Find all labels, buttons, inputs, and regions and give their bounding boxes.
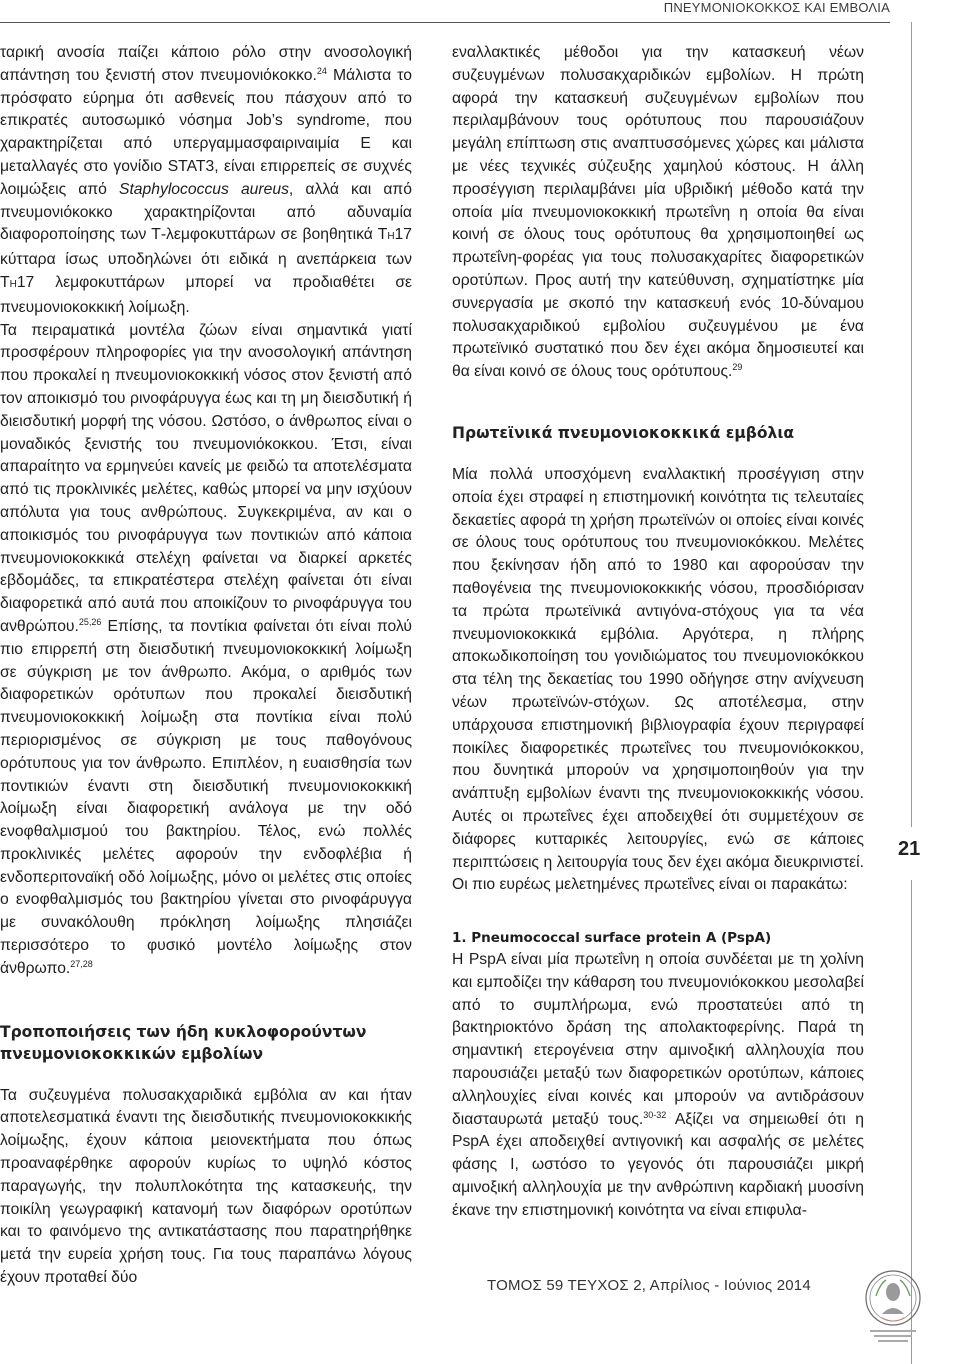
section-heading-protein-vaccines: Πρωτεϊνικά πνευμονιοκοκκικά εμβόλια (452, 423, 795, 442)
section-heading-modifications: Τροποποιήσεις των ήδη κυκλοφορούντων πνευμονιοκοκκικών εμβολίων (0, 1022, 367, 1063)
left-paragraph-2: Τα πειραματικά μοντέλα ζώων είναι σημαντικά γιατί προσφέρουν πληροφορίες για την ανοσολογική απάντηση που προκαλεί η πνευμονιοκοκκική νόσος στον ξενιστή από τον αποικισμό του ρινοφάρυγγα έως και τη μη διεισδυτική ή διεισδυτική μορφή της νόσου. Ωστόσο, ο άνθρωπος είναι ο μοναδικός ξενιστής του πνευμονιόκοκκου. Έτσι, είναι απαραίτητο να ερμηνεύει κανείς με φειδώ τα αποτελέσματα από τις προκλινικές μελέτες, καθώς μπορεί να μην ισχύουν απόλυτα για τους ανθρώπους. Συγκεκριμένα, αν και ο αποικισμός του ρινοφάρυγγα των ποντικιών από κάποια πνευμονιοκοκκικά στελέχη φαίνεται να διαρκεί αρκετές εβδομάδες, τα επικρατέστερα στελέχη φαίνεται ότι είναι διαφορετικά από αυτά που αποικίζουν το ρινοφάρυγγα του ανθρώπου.$^{25,26}$ Επίσης, τα ποντίκια φαίνεται ότι είναι πολύ πιο επιρρεπή στη διεισδυτική πνευμονιοκοκκική λοίμωξη σε σύγκριση με τον άνθρωπο. Ακόμα, ο αριθμός των διαφορετικών ορότυπων που προκαλεί διεισδυτική πνευμονιοκοκκική λοίμωξη στα ποντίκια είναι πολύ περιορισμένος σε σύγκριση με τους παθογόνους ορότυπους για τον άνθρωπο. Επιπλέον, η ευαισθησία των ποντικιών έναντι στη διεισδυτική πνευμονιοκοκκική λοίμωξη είναι διαφορετική ανάλογα με την οδό ενοφθαλμισμού του βακτηρίου. Τέλος, ενώ πολλές προκλινικές μελέτες αφορούν την ενδοφλέβια ή ενδοπεριτοναϊκή οδό λοίμωξης, μόνο οι μελέτες στις οποίες ο ενοφθαλμισμός του βακτηρίου γίνεται στο ρινοφάρυγγα με συνακόλουθη πρόκληση λοίμωξης πλησιάζει περισσότερο το φυσικό μοντέλο λοίμωξης στον άνθρωπο.$^{27,28}$ (0, 321, 412, 977)
subsection-heading-pspa: 1. Pneumococcal surface protein A (PspA) (452, 930, 772, 947)
header-rule (0, 22, 890, 23)
right-paragraph-1: εναλλακτικές μέθοδοι για την κατασκευή νέων συζευγμένων πολυσακχαριδικών εμβολίων. Η πρώτη αφορά την κατασκευή συζευγμένων εμβολίων που περιλαμβάνουν τους ορότυπους που παρουσιάζουν μεγάλη επίπτωση στις αναπτυσσόμενες χώρες και μάλιστα με νέες τεχνικές σύζευξης χαμηλού κόστους. Η άλλη προσέγγιση περιλαμβάνει μία υβριδική μέθοδο κατά την οποία μία πνευμονιοκοκκική πρωτεΐνη η οποία θα είναι κοινή σε όλους τους ορότυπους θα χρησιμοποιηθεί ως πρωτεΐνη-φορέας για τους πολυσακχαρίτες διαφορετικών οροτύπων. Προς αυτή την κατεύθυνση, σχηματίστηκε μία συνεργασία με σκοπό την κατασκευή ενός 10-δύναμου πολυσακχαριδικού εμβολίου συζευγμένου με ένα πρωτεϊνικό συστατικό που δεν έχει ακόμα δημοσιευτεί και θα είναι κοινό σε όλους τους ορότυπους.$^{29}$ (452, 44, 864, 381)
species-name: Staphylococcus aureus (118, 180, 289, 198)
right-column (452, 42, 864, 1223)
right-paragraph-2: Μία πολλά υποσχόμενη εναλλακτική προσέγγιση στην οποία έχει στραφεί η επιστημονική κοινότητα τις τελευταίες δεκαετίες αφορά τη χρήση πρωτεϊνών οι οποίες είναι κοινές σε όλους τους ορότυπους του πνευμονιοκόκκου. Μελέτες που ξεκίνησαν ήδη από το 1980 και αφορούσαν την παθογένεια της πνευμονιοκοκκικής νόσου, προσδιόρισαν τα πρώτα πρωτεϊνικά αντιγόνα-στόχους για τα νέα πνευμονιοκοκκικά εμβόλια. Αργότερα, η πλήρης αποκωδικοποίηση του γονιδιώματος του πνευμονιοκόκκου στα τέλη της δεκαετίας του 1990 οδήγησε στην ανίχνευση νέων πρωτεϊνών-στόχων. Ως αποτέλεσμα, στην υπάρχουσα επιστημονική βιβλιογραφία έχουν περιγραφεί ποικίλες διαφορετικές πρωτεΐνες του πνευμονιόκοκκου, που δυνητικά μπορούν να χρησιμοποιηθούν για την ανάπτυξη εμβολίων έναντι της πνευμονιοκοκκικής νόσου. Αυτές οι πρωτεΐνες έχει αποδειχθεί ότι συμμετέχουν σε διάφορες κυτταρικές λειτουργίες, ενώ σε κάποιες περιπτώσεις η λειτουργία τους δεν έχει ακόμα διευκρινιστεί. Οι πιο ευρέως μελετημένες πρωτεΐνες είναι οι παρακάτω: (452, 465, 864, 894)
left-paragraph-3: Τα συζευγμένα πολυσακχαριδικά εμβόλια αν και ήταν αποτελεσματικά έναντι της διεισδυτικής πνευμονιοκοκκικής λοίμωξης, έχουν κάποια μειονεκτήματα που όπως προαναφέρθηκε αφορούν κυρίως το υψηλό κόστος παραγωγής, την πολυπλοκότητα της κατασκευής, την ποικίλη γεωγραφική κατανομή των διαφόρων οροτύπων και το φαινόμενο της αντικατάστασης που παρατηρήθηκε μετά την ευρεία χρήση τους. Για τους παραπάνω λόγους έχουν προταθεί δύο (0, 1086, 412, 1287)
citation-ref: 24 (316, 65, 327, 76)
left-paragraph-1: ταρική ανοσία παίζει κάποιο ρόλο στην ανοσολογική απάντηση του ξενιστή στον πνευμονιόκοκκο.$^{24}$ Μάλιστα το πρόσφατο εύρημα ότι ασθενείς που πάσχουν από το επικρατές αυτοσωμικό νόσημα Job’s syndrome, που χαρακτηρίζεται από υπεργαμμασφαιριναιμία Ε και μεταλλαγές στο γονίδιο STAT3, είναι επιρρεπείς σε συχνές λοιμώξεις από Staphylococcus aureus, αλλά και από πνευμονιόκοκκο χαρακτηρίζονται από αδυναμία διαφοροποίησης των Τ-λεμφοκυττάρων σε βοηθητικά ΤΗ17 κύτταρα ίσως υποδηλώνει ότι ειδικά η ανεπάρκεια των ΤΗ17 λεμφοκυττάρων μπορεί να προδιαθέτει σε πνευμονιοκοκκική λοίμωξη. (0, 44, 413, 316)
running-header: ΠΝΕΥΜΟΝΙΟΚΟΚΚΟΣ ΚΑΙ ΕΜΒΟΛΙΑ (663, 0, 890, 15)
footer-citation: ΤΟΜΟΣ 59 ΤΕΥΧΟΣ 2, Απρίλιος - Ιούνιος 2014 (487, 1277, 811, 1294)
citation-ref: 27,28 (70, 958, 93, 969)
right-paragraph-3: Η PspA είναι μία πρωτεΐνη η οποία συνδέεται με τη χολίνη και εμποδίζει την κάθαρση του πνευμονιόκοκκου μεσολαβεί από το συμπλήρωμα, ενώ προστατεύει από τη βακτηριοκτόνο δράση της απολακτοφερίνης. Παρά τη σημαντική ετερογένεια στην αμινοξική αλληλουχία που παρουσιάζει μεταξύ των διαφορετικών οροτύπων, κάποιες αλληλουχίες είναι κοινές και μπορούν να αντιδράσουν διασταυρωτά μεταξύ τους.$^{30-32}$ Αξίζει να σημειωθεί ότι η PspA έχει αποδειχθεί αντιγονική και ασφαλής σε μελέτες φάσης Ι, ωστόσο το γεγονός ότι παρουσιάζει μικρή αμινοξική αλληλουχία με την ανθρώπινη καρδιακή μυοσίνη έκανε την επιστημονική κοινότητα να είναι επιφυλα- (452, 951, 864, 1219)
citation-ref: 29 (732, 362, 743, 373)
citation-ref: 30-32 (643, 1109, 667, 1120)
left-column (0, 42, 412, 1290)
side-rule-top (911, 22, 912, 827)
society-seal-icon (862, 1258, 924, 1348)
page-number: 21 (898, 838, 921, 860)
citation-ref: 25,26 (78, 616, 102, 627)
